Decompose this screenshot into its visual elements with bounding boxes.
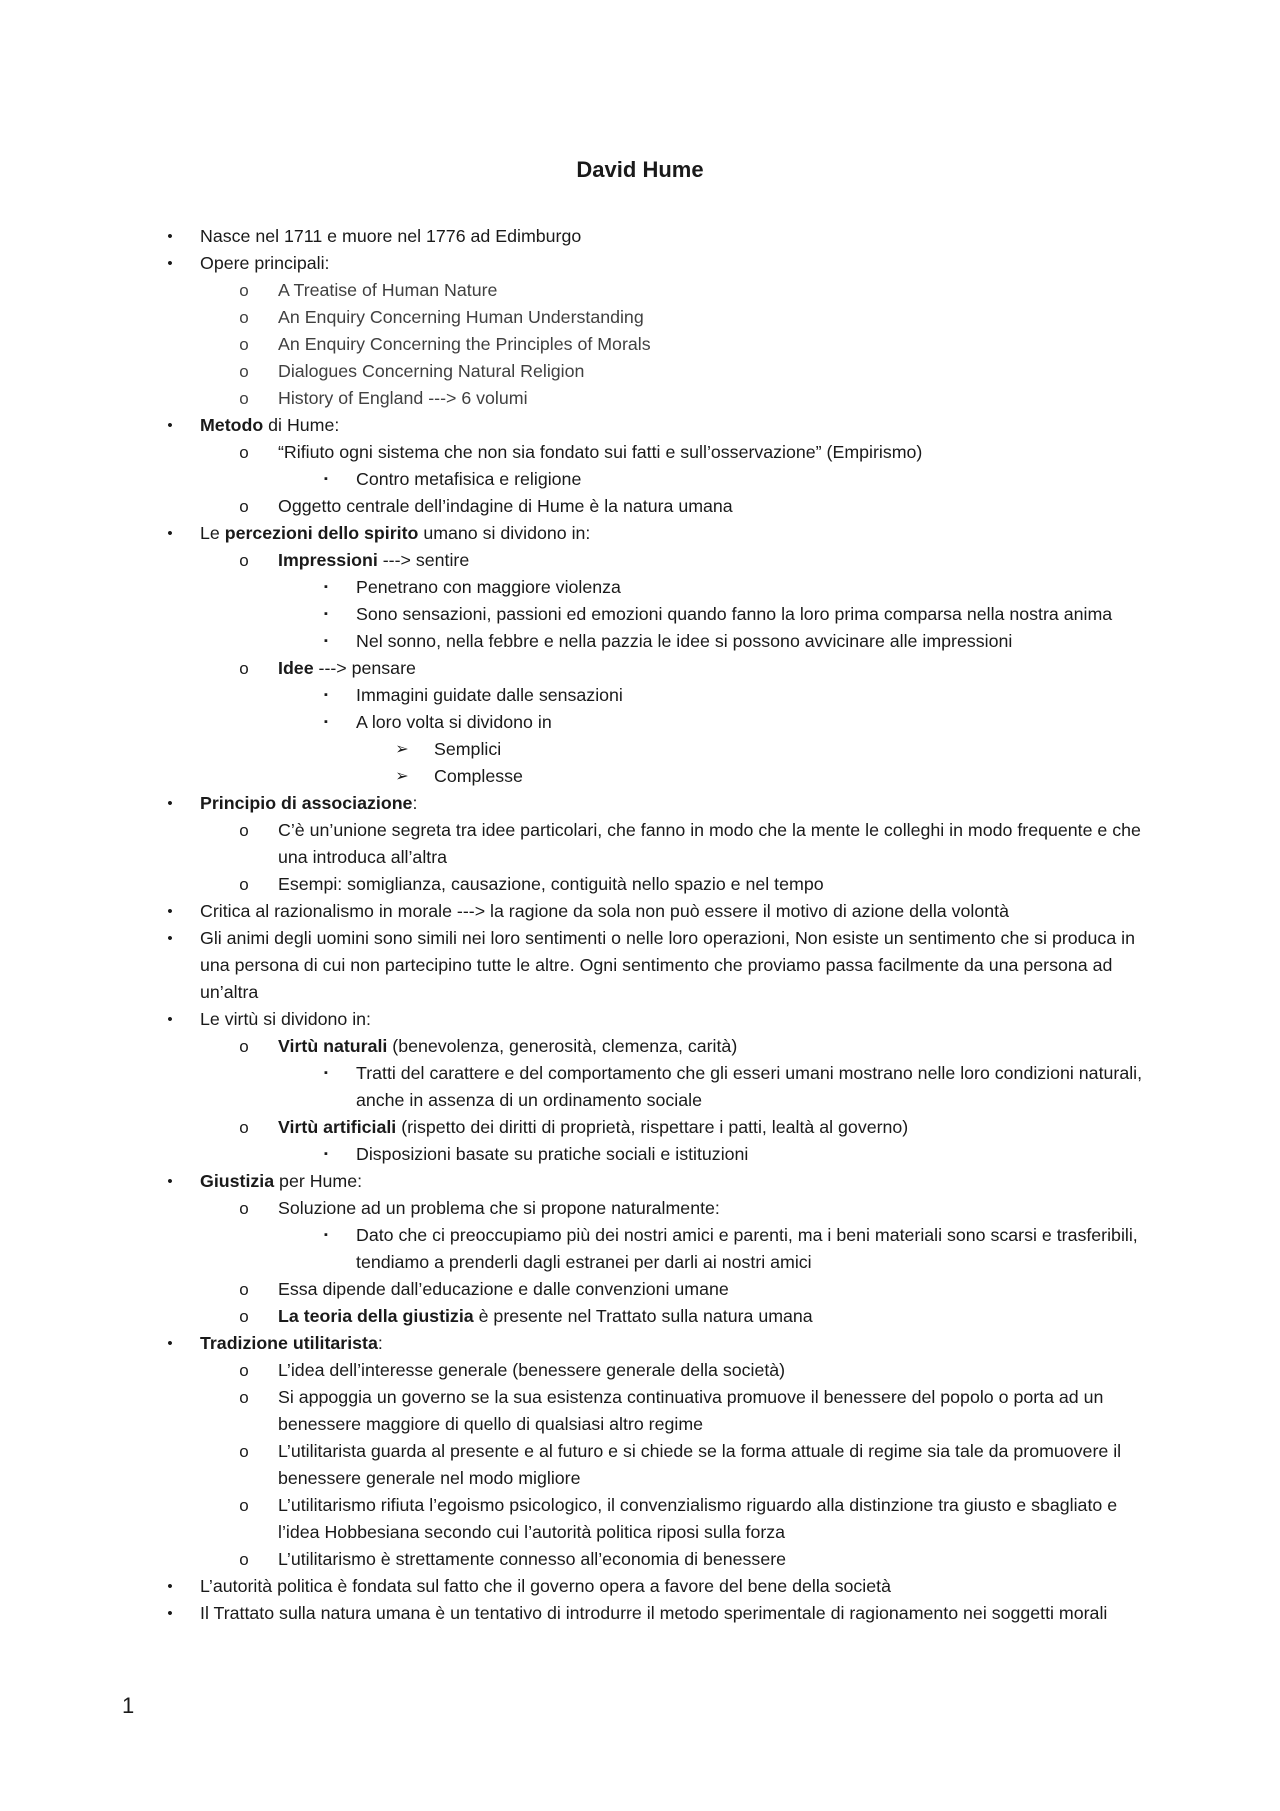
list-item: [324, 628, 1160, 655]
list-item-text: Tratti del carattere e del comportamento che gli esseri umani mostrano nelle loro condizioni naturali, anche in assenza di un ordinamento sociale: [356, 1063, 1143, 1110]
bullet-marker: ▪: [324, 635, 328, 647]
bullet-marker: o: [239, 308, 249, 327]
list-item-text: An Enquiry Concerning Human Understanding: [278, 307, 644, 327]
bullet-marker: o: [239, 1496, 249, 1515]
list-item: [239, 358, 1160, 385]
sub-list: [239, 277, 1160, 412]
list-item-text: Dato che ci preoccupiamo più dei nostri amici e parenti, ma i beni materiali sono scarsi e trasferibili, tendiamo a prenderli dagli estranei per darli ai nostri amici: [356, 1225, 1138, 1272]
list-item-text: Il Trattato sulla natura umana è un tentativo di introdurre il metodo sperimentale di ragionamento nei soggetti morali: [200, 1603, 1108, 1623]
list-item: [239, 547, 1160, 655]
list-item: [324, 1141, 1160, 1168]
bullet-marker: •: [167, 255, 173, 272]
sub-list: [324, 1222, 1160, 1276]
arrow-bullet-icon: ➢: [395, 768, 409, 785]
bullet-marker: o: [239, 1199, 249, 1218]
bullet-marker: •: [167, 1011, 173, 1028]
sub-list: [239, 1033, 1160, 1168]
bullet-marker: •: [167, 795, 173, 812]
list-item: [239, 1546, 1160, 1573]
list-item: [167, 1573, 1160, 1600]
bullet-marker: o: [239, 1307, 249, 1326]
list-item-text: di Hume:: [263, 415, 340, 435]
bold-term: Idee: [278, 658, 314, 678]
bullet-marker: o: [239, 551, 249, 570]
list-item: [324, 601, 1160, 628]
list-item: [239, 655, 1160, 790]
bullet-marker: o: [239, 443, 249, 462]
list-item: [167, 223, 1160, 250]
bullet-marker: o: [239, 1550, 249, 1569]
list-item-text: Disposizioni basate su pratiche sociali e istituzioni: [356, 1144, 749, 1164]
bullet-marker: o: [239, 875, 249, 894]
list-item-text: Immagini guidate dalle sensazioni: [356, 685, 623, 705]
bullet-marker: ▪: [324, 581, 328, 593]
list-item-text: Esempi: somiglianza, causazione, contiguità nello spazio e nel tempo: [278, 874, 824, 894]
list-item: [239, 331, 1160, 358]
main-bullet-list: [167, 223, 1160, 1627]
list-item-text: Dialogues Concerning Natural Religion: [278, 361, 585, 381]
list-item: [239, 1492, 1160, 1546]
list-item: [239, 817, 1160, 871]
list-item-text: C’è un’unione segreta tra idee particolari, che fanno in modo che la mente le colleghi in modo frequente e che una introduca all’altra: [278, 820, 1141, 867]
list-item: [324, 709, 1160, 790]
bullet-marker: o: [239, 1361, 249, 1380]
list-item: [324, 574, 1160, 601]
bullet-marker: •: [167, 1605, 173, 1622]
bullet-marker: o: [239, 389, 249, 408]
list-item: [167, 1330, 1160, 1573]
list-item-text: Essa dipende dall’educazione e dalle convenzioni umane: [278, 1279, 729, 1299]
sub-list: [239, 547, 1160, 790]
list-item: [239, 1114, 1160, 1168]
bullet-marker: ▪: [324, 608, 328, 620]
bullet-marker: o: [239, 335, 249, 354]
list-item-text: A loro volta si dividono in: [356, 712, 552, 732]
bullet-marker: o: [239, 362, 249, 381]
list-item-text: umano si dividono in:: [418, 523, 591, 543]
bullet-marker: o: [239, 1442, 249, 1461]
bullet-marker: ▪: [324, 1148, 328, 1160]
bullet-marker: o: [239, 281, 249, 300]
sub-list: [324, 466, 1160, 493]
bullet-marker: o: [239, 821, 249, 840]
list-item-text: Contro metafisica e religione: [356, 469, 582, 489]
list-item-text: L’utilitarista guarda al presente e al futuro e si chiede se la forma attuale di regime sia tale da promuovere il benessere generale nel modo migliore: [278, 1441, 1122, 1488]
list-item: [324, 1222, 1160, 1276]
sub-list: [239, 439, 1160, 520]
list-item-text: :: [412, 793, 418, 813]
sub-list: [324, 574, 1160, 655]
sub-list: [395, 736, 1160, 790]
bold-term: Impressioni: [278, 550, 378, 570]
bullet-marker: •: [167, 1578, 173, 1595]
bullet-marker: o: [239, 1388, 249, 1407]
page-title: David Hume: [576, 157, 704, 182]
list-item-text: History of England ---> 6 volumi: [278, 388, 528, 408]
list-item-text: An Enquiry Concerning the Principles of Morals: [278, 334, 651, 354]
list-item: [324, 466, 1160, 493]
list-item: [239, 1357, 1160, 1384]
bullet-marker: o: [239, 659, 249, 678]
bullet-marker: ▪: [324, 689, 328, 701]
list-item-text: Le: [200, 523, 225, 543]
list-item: [167, 1006, 1160, 1168]
page-number: 1: [122, 1693, 135, 1718]
bullet-marker: •: [167, 930, 173, 947]
bold-term: Virtù naturali: [278, 1036, 388, 1056]
list-item-text: Gli animi degli uomini sono simili nei loro sentimenti o nelle loro operazioni, Non esiste un sentimento che si produca in una persona di cui non partecipino tutte le altre. Ogni sentimento che proviamo passa facilmente da una persona ad un’altra: [200, 928, 1135, 1002]
list-item: [167, 898, 1160, 925]
sub-list: [239, 1357, 1160, 1573]
bold-term: Principio di associazione: [200, 793, 413, 813]
list-item-text: ---> sentire: [377, 550, 470, 570]
bullet-marker: ▪: [324, 1067, 328, 1079]
list-item-text: Soluzione ad un problema che si propone naturalmente:: [278, 1198, 720, 1218]
list-item-text: “Rifiuto ogni sistema che non sia fondato sui fatti e sull’osservazione” (Empirismo): [278, 442, 923, 462]
list-item: [395, 736, 1160, 763]
list-item-text: Le virtù si dividono in:: [200, 1009, 371, 1029]
list-item: [239, 1438, 1160, 1492]
list-item-text: A Treatise of Human Nature: [278, 280, 498, 300]
list-item: [167, 790, 1160, 898]
list-item-text: L’utilitarismo rifiuta l’egoismo psicologico, il convenzialismo riguardo alla distinzione tra giusto e sbagliato e l’idea Hobbesiana secondo cui l’autorità politica riposi sulla forza: [278, 1495, 1118, 1542]
bullet-marker: o: [239, 497, 249, 516]
list-item-text: Sono sensazioni, passioni ed emozioni quando fanno la loro prima comparsa nella nostra anima: [356, 604, 1113, 624]
list-item: [239, 1195, 1160, 1276]
document-body: [167, 223, 1160, 1627]
bullet-marker: •: [167, 1173, 173, 1190]
list-item-text: (benevolenza, generosità, clemenza, carità): [387, 1036, 738, 1056]
list-item: [324, 682, 1160, 709]
sub-list: [239, 817, 1160, 898]
sub-list: [324, 1141, 1160, 1168]
bullet-marker: •: [167, 417, 173, 434]
bold-term: Virtù artificiali: [278, 1117, 397, 1137]
list-item: [239, 1276, 1160, 1303]
bullet-marker: ▪: [324, 716, 328, 728]
list-item-text: Opere principali:: [200, 253, 330, 273]
list-item-text: L’autorità politica è fondata sul fatto che il governo opera a favore del bene della società: [200, 1576, 891, 1596]
list-item: [239, 304, 1160, 331]
bullet-marker: o: [239, 1280, 249, 1299]
list-item-text: Nasce nel 1711 e muore nel 1776 ad Edimburgo: [200, 226, 582, 246]
list-item-text: Si appoggia un governo se la sua esistenza continuativa promuove il benessere del popolo o porta ad un benessere maggiore di quello di qualsiasi altro regime: [278, 1387, 1104, 1434]
list-item: [239, 1303, 1160, 1330]
sub-list: [324, 682, 1160, 790]
list-item: [239, 439, 1160, 493]
list-item-text: Semplici: [434, 739, 502, 759]
bullet-marker: o: [239, 1037, 249, 1056]
list-item-text: Complesse: [434, 766, 523, 786]
sub-list: [324, 1060, 1160, 1114]
list-item: [239, 1384, 1160, 1438]
bullet-marker: •: [167, 525, 173, 542]
list-item-text: è presente nel Trattato sulla natura umana: [473, 1306, 813, 1326]
bullet-marker: o: [239, 1118, 249, 1137]
list-item: [239, 277, 1160, 304]
list-item-text: Nel sonno, nella febbre e nella pazzia le idee si possono avvicinare alle impressioni: [356, 631, 1013, 651]
list-item-text: Critica al razionalismo in morale ---> la ragione da sola non può essere il motivo di azione della volontà: [200, 901, 1009, 921]
bold-term: percezioni dello spirito: [224, 523, 419, 543]
list-item: [239, 1033, 1160, 1114]
bold-term: Metodo: [200, 415, 264, 435]
bold-term: La teoria della giustizia: [278, 1306, 474, 1326]
list-item: [167, 925, 1160, 1006]
list-item: [167, 412, 1160, 520]
list-item: [167, 1600, 1160, 1627]
list-item: [395, 763, 1160, 790]
list-item: [239, 493, 1160, 520]
bold-term: Tradizione utilitarista: [200, 1333, 378, 1353]
arrow-bullet-icon: ➢: [395, 741, 409, 758]
list-item: [167, 1168, 1160, 1330]
list-item-text: ---> pensare: [313, 658, 416, 678]
list-item: [239, 871, 1160, 898]
bullet-marker: •: [167, 228, 173, 245]
list-item: [324, 1060, 1160, 1114]
list-item: [167, 520, 1160, 790]
list-item-text: Oggetto centrale dell’indagine di Hume è la natura umana: [278, 496, 733, 516]
bold-term: Giustizia: [200, 1171, 275, 1191]
bullet-marker: ▪: [324, 1229, 328, 1241]
list-item: [239, 385, 1160, 412]
bullet-marker: •: [167, 903, 173, 920]
list-item-text: per Hume:: [274, 1171, 363, 1191]
list-item-text: :: [377, 1333, 383, 1353]
list-item-text: L’utilitarismo è strettamente connesso all’economia di benessere: [278, 1549, 787, 1569]
bullet-marker: •: [167, 1335, 173, 1352]
list-item-text: (rispetto dei diritti di proprietà, rispettare i patti, lealtà al governo): [396, 1117, 909, 1137]
list-item-text: Penetrano con maggiore violenza: [356, 577, 621, 597]
list-item: [167, 250, 1160, 412]
list-item-text: L’idea dell’interesse generale (benessere generale della società): [278, 1360, 786, 1380]
bullet-marker: ▪: [324, 473, 328, 485]
sub-list: [239, 1195, 1160, 1330]
